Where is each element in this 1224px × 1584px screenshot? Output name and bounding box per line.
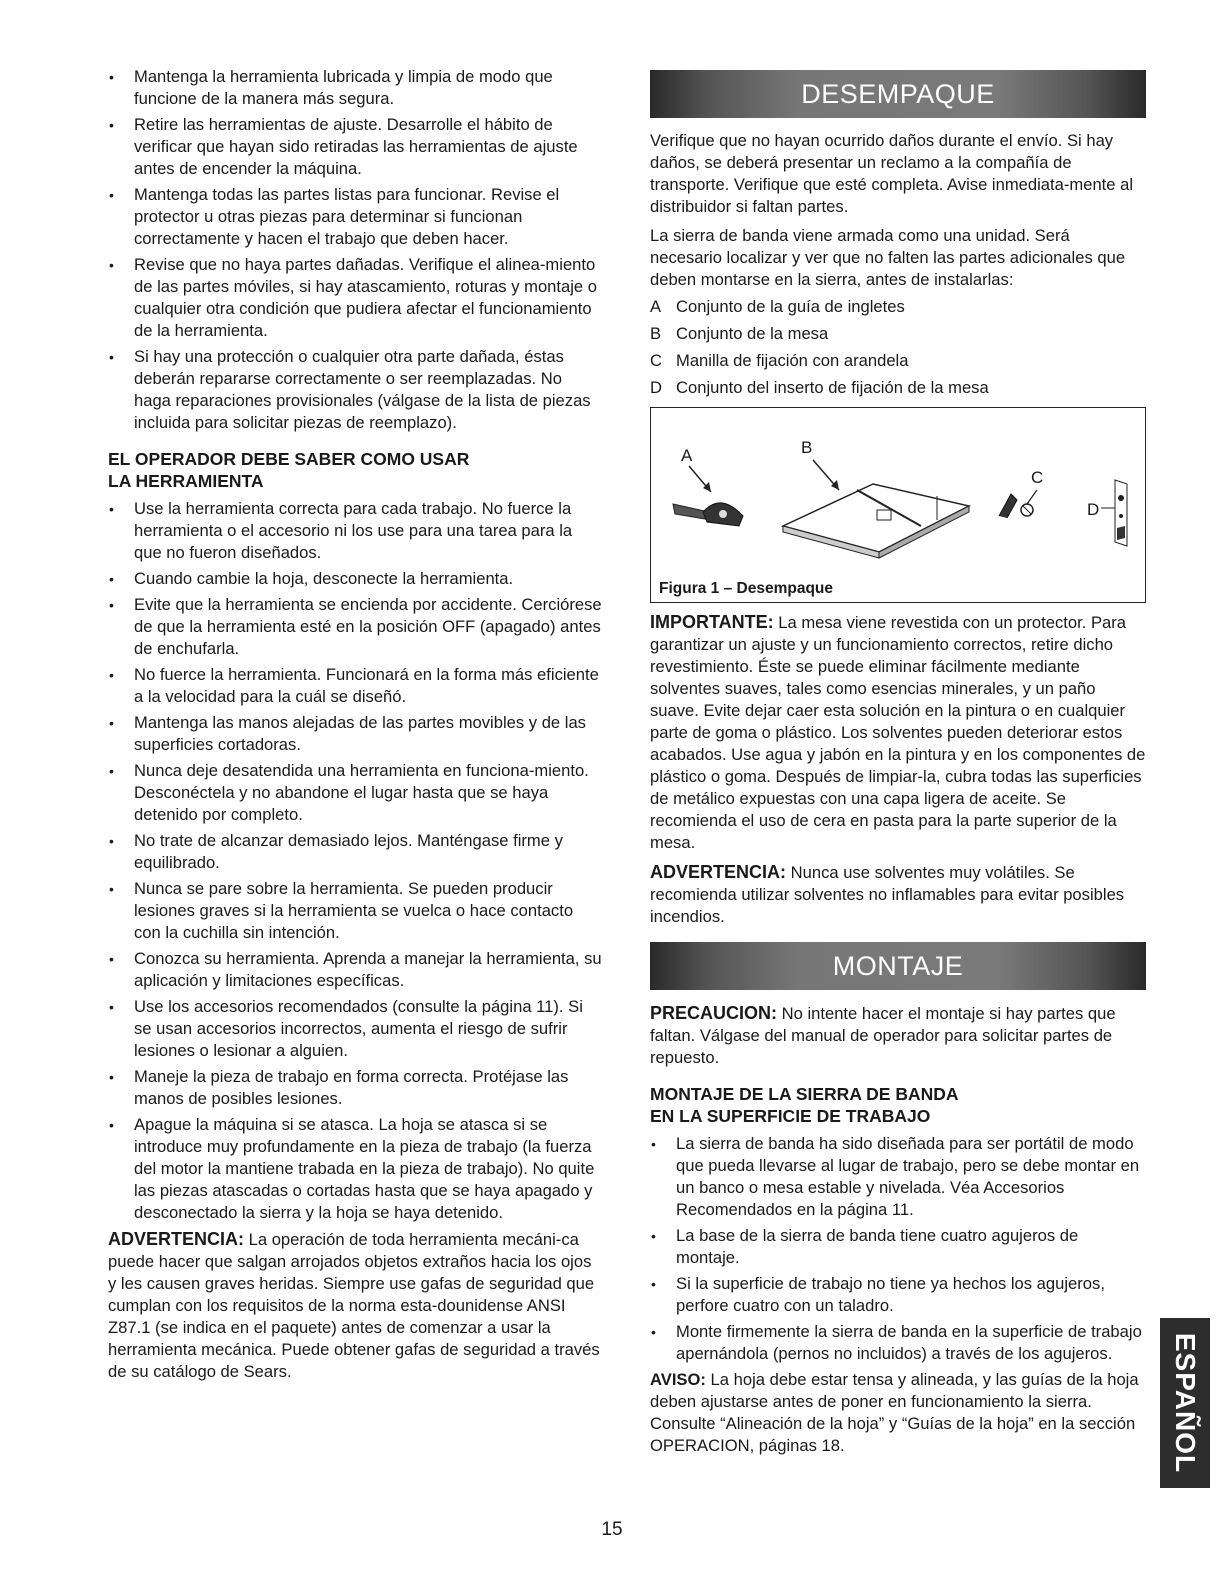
part-item: B Conjunto de la mesa [650, 324, 829, 343]
section-heading-mounting [650, 1083, 1146, 1127]
list-item: • Mantenga todas las partes listas para funcionar. Revise el protector u otras piezas para determinar si funcionan correctamente y hacen el trabajo que deben hacer. [108, 184, 602, 250]
page-number: 15 [601, 1519, 623, 1540]
heading-line-1: EL OPERADOR DEBE SABER COMO USAR [108, 449, 470, 469]
notice-paragraph [650, 1369, 1146, 1457]
list-item: • Revise que no haya partes dañadas. Verifique el alinea-miento de las partes móviles, si hay atascamiento, roturas y montaje o cualquier otra condición que pudiera afectar el funcionamiento de la herramienta. [108, 254, 602, 342]
list-item: • Conozca su herramienta. Aprenda a manejar la herramienta, su aplicación y limitaciones específicas. [108, 948, 602, 992]
list-item: • Evite que la herramienta se encienda por accidente. Cerciórese de que la herramienta esté en la posición OFF (apagado) antes de enchufarla. [108, 594, 602, 660]
warning-paragraph-right [650, 861, 1146, 928]
safety-bullets-top [108, 66, 602, 434]
list-item: • La base de la sierra de banda tiene cuatro agujeros de montaje. [650, 1225, 1146, 1269]
heading-line-2: EN LA SUPERFICIE DE TRABAJO [650, 1106, 931, 1126]
part-item: D Conjunto del inserto de fijación de la mesa [650, 378, 989, 397]
warning-label: ADVERTENCIA: [650, 862, 787, 882]
unpack-paragraph-1: Verifique que no hayan ocurrido daños durante el envío. Si hay daños, se deberá presentar un reclamo a la compañía de transporte. Verifique que esté completa. Avise inmediata-mente al distribuidor si faltan partes. [650, 131, 1134, 216]
list-item: • No fuerce la herramienta. Funcionará en la forma más eficiente a la velocidad para la cuál se diseñó. [108, 664, 602, 708]
right-column [650, 70, 1146, 1457]
list-item: • Maneje la pieza de trabajo en forma correcta. Protéjase las manos de posibles lesiones. [108, 1066, 602, 1110]
caution-paragraph [650, 1002, 1146, 1069]
figure-caption: Figura 1 – Desempaque [659, 580, 834, 597]
list-item: • Apague la máquina si se atasca. La hoja se atasca si se introduce muy profundamente en la pieza de trabajo (la fuerza del motor la mantiene trabada en la pieza de trabajo). No quite las piezas atascadas o cortadas hasta que se haya apagado y desconectado la sierra y la hoja se haya detenido. [108, 1114, 602, 1224]
list-item: • Use la herramienta correcta para cada trabajo. No fuerce la herramienta o el accesorio ni los use para una tarea para la que no fueron diseñados. [108, 498, 602, 564]
list-item: • Nunca deje desatendida una herramienta en funciona-miento. Desconéctela y no abandone el lugar hasta que se haya detenido por completo. [108, 760, 602, 826]
list-item: • Mantenga las manos alejadas de las partes movibles y de las superficies cortadoras. [108, 712, 602, 756]
mounting-bullets [650, 1133, 1146, 1365]
list-item: • La sierra de banda ha sido diseñada para ser portátil de modo que pueda llevarse al lugar de trabajo, pero se debe montar en un banco o mesa estable y nivelada. Véa Accesorios Recomendados en la página 11. [650, 1133, 1146, 1221]
left-column [108, 66, 602, 1383]
caution-text: No intente hacer el montaje si hay partes que faltan. Válgase del manual de operador para solicitar partes de repuesto. [650, 1004, 1116, 1067]
list-item: • No trate de alcanzar demasiado lejos. Manténgase firme y equilibrado. [108, 830, 602, 874]
assembly-section-banner: MONTAJE [650, 942, 1146, 990]
warning-label: ADVERTENCIA: [108, 1229, 245, 1249]
list-item: • Mantenga la herramienta lubricada y limpia de modo que funcione de la manera más segura. [108, 66, 602, 110]
operator-bullets [108, 498, 602, 1224]
figure-label-c: C [1031, 468, 1044, 487]
list-item: • Monte firmemente la sierra de banda en la superficie de trabajo apernándola (pernos no incluidos) a través de los agujeros. [650, 1321, 1146, 1365]
notice-text: La hoja debe estar tensa y alineada, y las guías de la hoja deben ajustarse antes de poner en funcionamiento la sierra. Consulte “Alineación de la hoja” y “Guías de la hoja” en la sección OPERACION, páginas 18. [650, 1370, 1139, 1455]
language-tab-label: ESPAÑOL [1170, 1332, 1201, 1474]
important-text: La mesa viene revestida con un protector. Para garantizar un ajuste y un funcionamiento correctos, retire dicho revestimiento. Éste se puede eliminar fácilmente mediante solventes suaves, tales como esencias minerales, y un paño suave. Evite dejar caer esta solución en la pintura o en cualquier parte de goma o plástico. Los solventes pueden deteriorar estos acabados. Use agua y jabón en la pintura y en los componentes de plástico o goma. Después de limpiar-la, cubra todas las superficies de metálico expuestas con una capa ligera de aceite. Se recomienda el uso de cera en pasta para la parte superior de la mesa. [650, 613, 1146, 852]
important-label: IMPORTANTE: [650, 612, 774, 632]
warning-text: Nunca use solventes muy volátiles. Se recomienda utilizar solventes no inflamables para evitar posibles incendios. [650, 863, 1125, 926]
language-tab [1160, 1318, 1210, 1488]
parts-illustration [651, 408, 1143, 578]
lock-knob-icon [999, 494, 1033, 518]
part-item: C Manilla de fijación con arandela [650, 351, 909, 370]
list-item: • Cuando cambie la hoja, desconecte la herramienta. [108, 568, 602, 590]
caution-label: PRECAUCION: [650, 1003, 778, 1023]
list-item: • Si la superficie de trabajo no tiene ya hechos los agujeros, perfore cuatro con un taladro. [650, 1273, 1146, 1317]
list-item: • Use los accesorios recomendados (consulte la página 11). Si se usan accesorios incorrectos, aumenta el riesgo de sufrir lesiones o lesionar a alguien. [108, 996, 602, 1062]
figure-label-d: D [1087, 500, 1100, 519]
parts-list [650, 293, 1146, 401]
figure-label-a: A [681, 446, 693, 465]
table-icon [783, 484, 969, 558]
unpack-section-banner: DESEMPAQUE [650, 70, 1146, 118]
figure-unpacking [650, 407, 1146, 603]
list-item: • Retire las herramientas de ajuste. Desarrolle el hábito de verificar que hayan sido retiradas las herramientas de ajuste antes de encender la máquina. [108, 114, 602, 180]
part-item: A Conjunto de la guía de ingletes [650, 297, 905, 316]
warning-text: La operación de toda herramienta mecáni-ca puede hacer que salgan arrojados objetos extraños hacia los ojos y les causen graves heridas. Siempre use gafas de seguridad que cumplan con los requisitos de la norma esta-dounidense ANSI Z87.1 (se indica en el paquete) antes de comenzar a usar la herramienta mecánica. Puede obtener gafas de seguridad a través de su catálogo de Sears. [108, 1230, 600, 1381]
heading-line-1: MONTAJE DE LA SIERRA DE BANDA [650, 1084, 959, 1104]
notice-label: AVISO: [650, 1370, 706, 1389]
heading-line-2: LA HERRAMIENTA [108, 471, 264, 491]
section-heading-operator [108, 448, 602, 492]
unpack-paragraph-2: La sierra de banda viene armada como una unidad. Será necesario localizar y ver que no falten las partes adicionales que deben montarse en la sierra, antes de instalarlas: [650, 226, 1126, 289]
miter-gauge-icon [673, 503, 743, 526]
important-paragraph [650, 611, 1146, 854]
table-insert-icon [1101, 480, 1127, 546]
list-item: • Si hay una protección o cualquier otra parte dañada, éstas deberán repararse correctamente o ser reemplazadas. No haga reparaciones provisionales (válgase de la lista de piezas incluida para solicitar piezas de reemplazo). [108, 346, 602, 434]
warning-paragraph [108, 1228, 602, 1383]
figure-label-b: B [801, 438, 813, 457]
list-item: • Nunca se pare sobre la herramienta. Se pueden producir lesiones graves si la herramienta se vuelca o hace contacto con la cuchilla sin intención. [108, 878, 602, 944]
